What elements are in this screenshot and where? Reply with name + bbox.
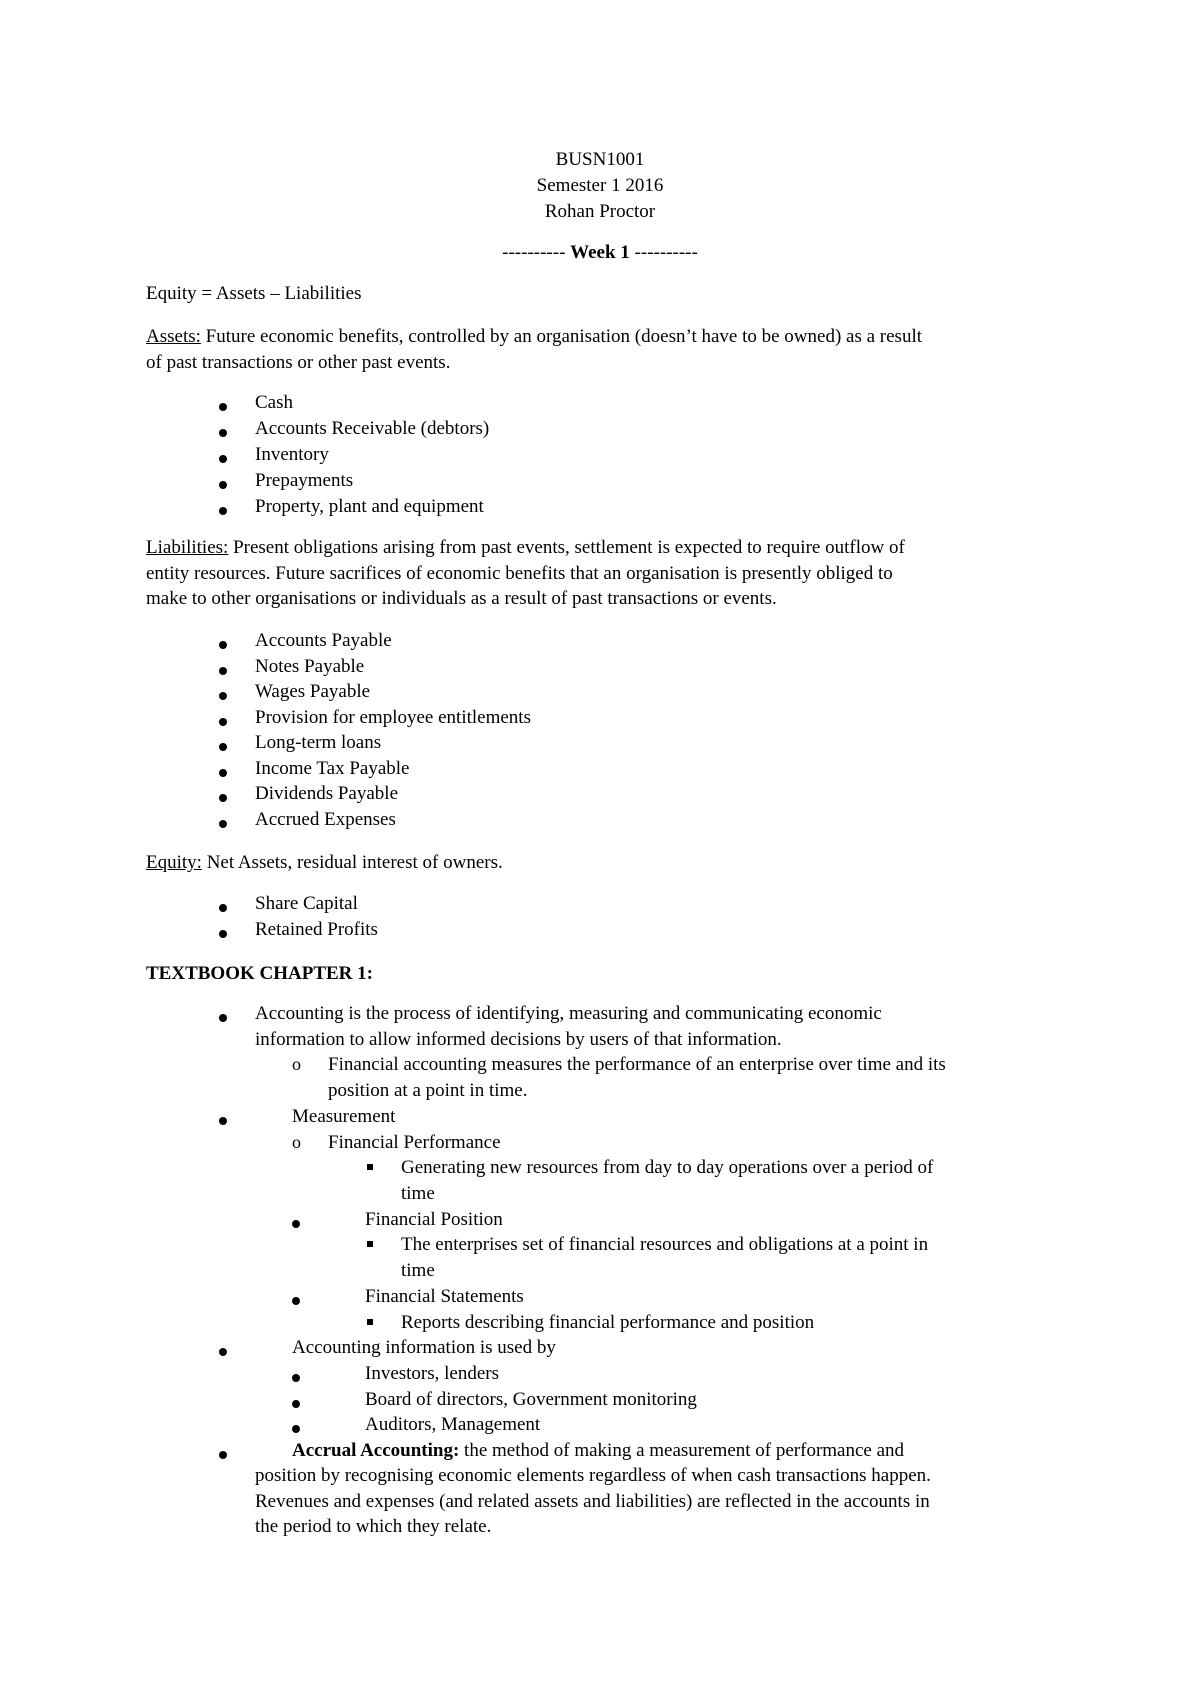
bullet-icon: [219, 794, 227, 802]
bullet-icon: [292, 1220, 300, 1228]
circle-bullet-icon: o: [292, 1054, 301, 1074]
bullet-icon: [219, 667, 227, 675]
financial-position-item: Financial Position: [365, 1209, 503, 1230]
list-item: Share Capital: [255, 893, 358, 914]
week-label: Week 1: [570, 242, 630, 263]
bullet-icon: [219, 481, 227, 489]
list-item: Long-term loans: [255, 732, 382, 753]
accrual-accounting-line4: the period to which they relate.: [255, 1516, 492, 1537]
accrual-accounting-line3: Revenues and expenses (and related assets and liabilities) are reflected in the accounts in: [255, 1491, 930, 1512]
liabilities-definition: [146, 535, 1066, 560]
bullet-icon: [219, 455, 227, 463]
liabilities-term: Liabilities:: [146, 537, 229, 558]
accrual-accounting-line1: [292, 1438, 904, 1463]
accounting-definition-line2: information to allow informed decisions by users of that information.: [255, 1029, 782, 1050]
week-heading: [0, 240, 1200, 265]
accrual-accounting-line2: position by recognising economic elements regardless of when cash transactions happen.: [255, 1465, 931, 1486]
bullet-icon: [219, 507, 227, 515]
user-item: Auditors, Management: [365, 1414, 541, 1435]
bullet-icon: [292, 1425, 300, 1433]
bullet-icon: [219, 769, 227, 777]
bullet-icon: [219, 429, 227, 437]
list-item: Accounts Receivable (debtors): [255, 418, 490, 439]
financial-performance-item: Financial Performance: [328, 1132, 501, 1153]
list-item: Inventory: [255, 444, 329, 465]
author-name: Rohan Proctor: [544, 201, 656, 222]
financial-performance-detail-line1: Generating new resources from day to day operations over a period of: [401, 1157, 934, 1178]
financial-statements-item: Financial Statements: [365, 1286, 524, 1307]
bullet-icon: [219, 930, 227, 938]
accounting-definition-line1: Accounting is the process of identifying, measuring and communicating economic: [255, 1003, 882, 1024]
bullet-icon: [292, 1400, 300, 1408]
list-item: Prepayments: [255, 470, 354, 491]
list-item: Income Tax Payable: [255, 758, 410, 779]
info-used-by-item: Accounting information is used by: [292, 1337, 556, 1358]
financial-statements-detail: Reports describing financial performance and position: [401, 1312, 815, 1333]
list-item: Provision for employee entitlements: [255, 707, 531, 728]
week-right-dashes: ----------: [634, 242, 698, 263]
assets-definition-line1: Future economic benefits, controlled by an organisation (doesn’t have to be owned) as a result: [200, 326, 923, 347]
bullet-icon: [219, 692, 227, 700]
bullet-icon: [219, 820, 227, 828]
bullet-icon: [292, 1297, 300, 1305]
bullet-icon: [219, 904, 227, 912]
bullet-icon: [219, 743, 227, 751]
equity-equation: Equity = Assets – Liabilities: [146, 283, 362, 304]
financial-performance-detail-line2: time: [401, 1183, 435, 1204]
bullet-icon: [219, 1348, 227, 1356]
course-code: BUSN1001: [555, 149, 645, 170]
list-item: Cash: [255, 392, 293, 413]
list-item: Property, plant and equipment: [255, 496, 484, 517]
list-item: Accounts Payable: [255, 630, 392, 651]
bullet-icon: [219, 1117, 227, 1125]
bullet-icon: [292, 1374, 300, 1382]
week-left-dashes: ----------: [502, 242, 566, 263]
bullet-icon: [219, 403, 227, 411]
equity-definition: [146, 850, 1066, 875]
list-item: Wages Payable: [255, 681, 371, 702]
accrual-accounting-text: the method of making a measurement of performance and: [459, 1440, 905, 1461]
assets-definition: [146, 324, 1066, 349]
document-header: [0, 147, 1200, 225]
assets-definition-line2: of past transactions or other past events.: [146, 352, 451, 373]
accrual-accounting-term: Accrual Accounting:: [292, 1440, 460, 1461]
liabilities-definition-line1: Present obligations arising from past events, settlement is expected to require outflow of: [228, 537, 905, 558]
list-item: Dividends Payable: [255, 783, 399, 804]
equity-definition-text: Net Assets, residual interest of owners.: [201, 852, 503, 873]
bullet-icon: [219, 718, 227, 726]
user-item: Investors, lenders: [365, 1363, 500, 1384]
equity-term: Equity:: [146, 852, 202, 873]
list-item: Accrued Expenses: [255, 809, 396, 830]
list-item: Retained Profits: [255, 919, 378, 940]
square-bullet-icon: [367, 1164, 373, 1170]
square-bullet-icon: [367, 1319, 373, 1325]
liabilities-definition-line3: make to other organisations or individuals as a result of past transactions or events.: [146, 588, 777, 609]
semester: Semester 1 2016: [536, 175, 664, 196]
bullet-icon: [219, 641, 227, 649]
financial-accounting-line2: position at a point in time.: [328, 1080, 528, 1101]
square-bullet-icon: [367, 1241, 373, 1247]
financial-position-detail-line2: time: [401, 1260, 435, 1281]
financial-position-detail-line1: The enterprises set of financial resources and obligations at a point in: [401, 1234, 929, 1255]
assets-term: Assets:: [146, 326, 201, 347]
textbook-heading: TEXTBOOK CHAPTER 1:: [146, 963, 373, 984]
list-item: Notes Payable: [255, 656, 365, 677]
bullet-icon: [219, 1451, 227, 1459]
measurement-item: Measurement: [292, 1106, 396, 1127]
financial-accounting-line1: Financial accounting measures the performance of an enterprise over time and its: [328, 1054, 946, 1075]
circle-bullet-icon: o: [292, 1132, 301, 1152]
user-item: Board of directors, Government monitoring: [365, 1389, 697, 1410]
liabilities-definition-line2: entity resources. Future sacrifices of economic benefits that an organisation is presently obliged to: [146, 563, 893, 584]
bullet-icon: [219, 1014, 227, 1022]
